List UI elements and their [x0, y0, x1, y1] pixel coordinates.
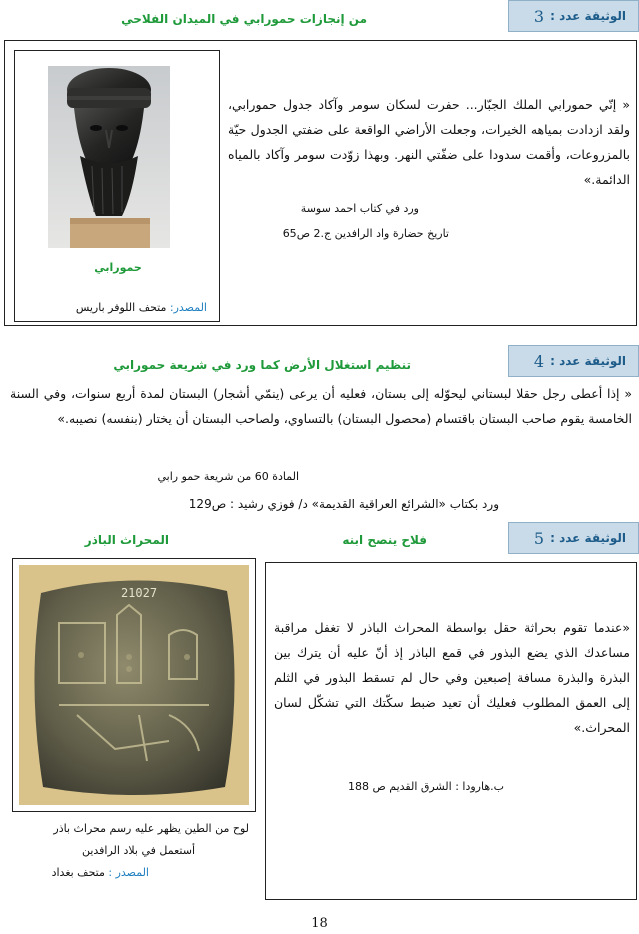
hammurabi-source-value: متحف اللوفر باريس: [75, 301, 167, 314]
doc5-title: فلاح ينصح ابنه: [342, 533, 427, 547]
plough-source-label: المصدر :: [108, 866, 149, 879]
doc4-tab-label: الوثيقة عدد :: [550, 354, 626, 368]
plough-source-value: متحف بغداد: [51, 866, 105, 879]
plough-caption-1: لوح من الطين يظهر عليه رسم محراث باذر: [53, 822, 249, 835]
hammurabi-caption: حمورابي: [94, 261, 142, 274]
doc3-ref2: تاريخ حضارة واد الرافدين ج.2 ص65: [282, 227, 449, 240]
plough-image-box: [12, 558, 256, 812]
doc3-title: من إنجازات حمورابي في الميدان الفلاحي: [121, 12, 367, 26]
doc4-tab-number: 4: [533, 351, 545, 371]
plough-title: المحراث الباذر: [84, 533, 169, 547]
doc4-quote: « إذا أعطى رجل حقلا لبستاني ليحوّله إلى بستان، فعليه أن يرعى (ينمّي أشجار) البستان لمدة أربع سنوات، وفي السنة الخامسة يقوم صاحب البستان باقتسام (محصول البستان) بالتساوي، ولصاحب البستان أن يختار (بنفسه) نصيبه.»: [10, 386, 632, 426]
plough-source: [52, 866, 149, 879]
doc4-ref1: المادة 60 من شريعة حمو رابي: [157, 470, 299, 483]
hammurabi-image-box: [14, 50, 220, 322]
doc3-quote: « إنّي حمورابي الملك الجبّار... حفرت لسكان سومر وآكاد جدول حمورابي، ولقد ازدادت بمياهه الخيرات، وجعلت الأراضي الواقعة على ضفتي الجدول حيّة بالمزروعات، وأقمت سدودا على ضفّتي النهر. وبهذا زوّدت سومر وآكاد بالمياه الدائمة.»: [228, 97, 630, 187]
tablet-number-text: 21027: [120, 586, 158, 600]
doc4-ref2: ورد بكتاب «الشرائع العراقية القديمة» د/ فوزي رشيد : ص129: [188, 497, 499, 511]
page-number: 18: [311, 916, 328, 931]
plough-caption-2: أستعمل في بلاد الرافدين: [81, 844, 195, 857]
doc5-quote: «عندما تقوم بحراثة حقل بواسطة المحراث الباذر لا تغفل مراقبة مساعدك الذي يضع البذور في قمع الباذر إذ أنّ عليه أن يترك بين البذرة والبذرة مسافة إصبعين وفي حال لم تسقط البذور في الثلم إلى العمق المطلوب فعليك أن تعيد ضبط سكّتك التي تشكّل لسان المحراث.»: [274, 620, 630, 735]
clay-tablet-image: [19, 565, 249, 805]
hammurabi-source-label: المصدر:: [169, 301, 207, 314]
doc3-ref1: ورد في كتاب احمد سوسة: [300, 202, 419, 215]
doc3-tab: [508, 0, 639, 32]
doc5-tab: [508, 522, 639, 554]
doc4-title: تنظيم استغلال الأرض كما ورد في شريعة حمورابي: [113, 358, 411, 372]
hammurabi-source: [76, 301, 207, 314]
doc5-tab-label: الوثيقة عدد :: [550, 531, 626, 545]
doc5-ref: ب.هارودا : الشرق القديم ص 188: [347, 780, 504, 793]
doc4-tab: [508, 345, 639, 377]
doc5-tab-number: 5: [533, 528, 545, 548]
hammurabi-bust-image: [48, 66, 170, 248]
doc3-tab-label: الوثيقة عدد :: [550, 9, 626, 23]
doc3-tab-number: 3: [533, 6, 545, 26]
